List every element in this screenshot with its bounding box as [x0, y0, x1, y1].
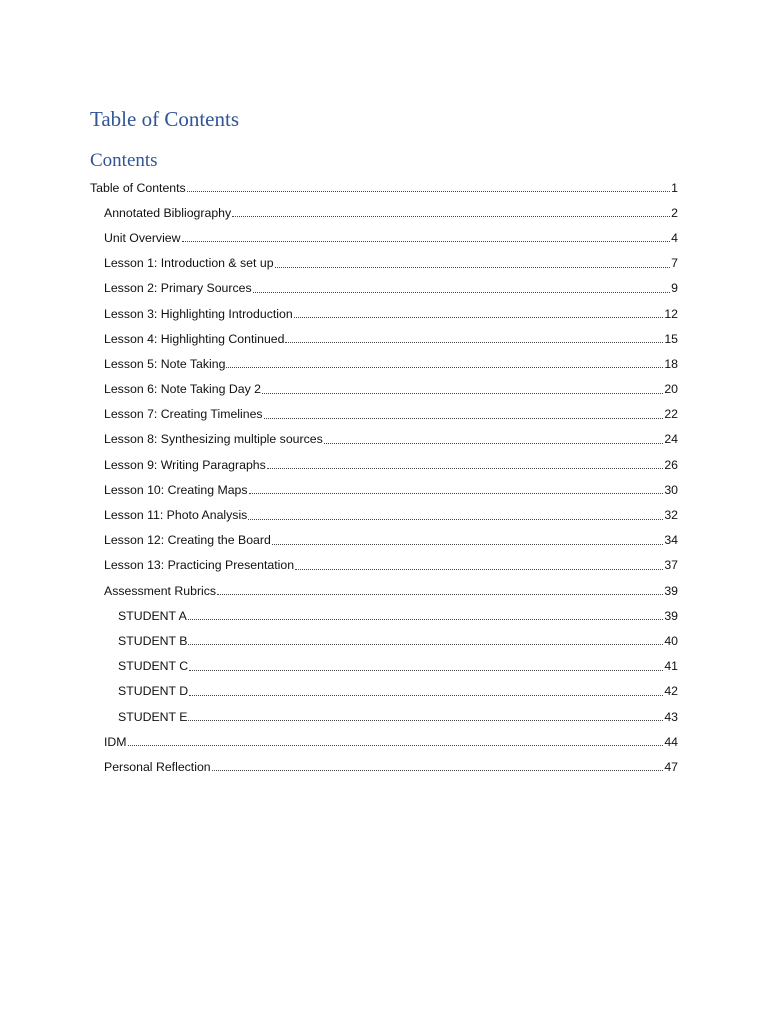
toc-dot-leader [272, 544, 664, 545]
toc-dot-leader [226, 367, 663, 368]
toc-entry-title: STUDENT C [118, 659, 189, 674]
toc-entry-page-number: 2 [671, 205, 678, 220]
toc-dot-leader [189, 695, 663, 696]
toc-entry-page-number: 37 [664, 558, 678, 573]
toc-entry[interactable] [90, 377, 678, 402]
toc-entry[interactable] [90, 326, 678, 351]
toc-entry[interactable] [90, 225, 678, 250]
toc-entry-title: Lesson 4: Highlighting Continued [104, 331, 285, 346]
toc-dot-leader [294, 317, 664, 318]
toc-dot-leader [128, 745, 664, 746]
toc-entry-title: STUDENT E [118, 709, 188, 724]
toc-entry-page-number: 15 [664, 331, 678, 346]
toc-entry-page-number: 43 [664, 709, 678, 724]
toc-entry-page-number: 34 [664, 533, 678, 548]
toc-entry-page-number: 4 [671, 230, 678, 245]
toc-entry-title: Lesson 2: Primary Sources [104, 281, 252, 296]
toc-dot-leader [212, 770, 664, 771]
toc-entry-title: STUDENT D [118, 684, 189, 699]
toc-entry-page-number: 22 [664, 407, 678, 422]
toc-dot-leader [189, 670, 663, 671]
toc-entry-page-number: 18 [664, 356, 678, 371]
toc-entry[interactable] [90, 754, 678, 779]
toc-entry[interactable] [90, 452, 678, 477]
toc-entry-page-number: 40 [664, 633, 678, 648]
toc-entry[interactable] [90, 477, 678, 502]
toc-entry[interactable] [90, 251, 678, 276]
toc-entry-title: Assessment Rubrics [104, 583, 217, 598]
page-title: Table of Contents [90, 107, 239, 131]
toc-dot-leader [232, 216, 670, 217]
table-of-contents [90, 175, 678, 780]
toc-entry[interactable] [90, 654, 678, 679]
toc-entry-page-number: 24 [664, 432, 678, 447]
toc-entry-title: Table of Contents [90, 180, 186, 195]
toc-entry[interactable] [90, 704, 678, 729]
toc-dot-leader [188, 644, 663, 645]
toc-entry[interactable] [90, 175, 678, 200]
toc-entry-title: STUDENT A [118, 608, 187, 623]
toc-dot-leader [249, 493, 664, 494]
toc-entry[interactable] [90, 729, 678, 754]
toc-entry-title: Lesson 9: Writing Paragraphs [104, 457, 266, 472]
toc-entry-page-number: 9 [671, 281, 678, 296]
toc-heading: Contents [90, 150, 158, 171]
toc-entry-page-number: 44 [664, 734, 678, 749]
toc-dot-leader [267, 468, 664, 469]
toc-entry-title: Personal Reflection [104, 759, 211, 774]
toc-dot-leader [262, 393, 663, 394]
toc-entry-title: Lesson 13: Practicing Presentation [104, 558, 295, 573]
toc-entry-title: Lesson 10: Creating Maps [104, 482, 248, 497]
toc-entry-title: Annotated Bibliography [104, 205, 232, 220]
toc-entry-title: Lesson 11: Photo Analysis [104, 508, 248, 523]
toc-entry-page-number: 41 [664, 659, 678, 674]
toc-entry-page-number: 30 [664, 482, 678, 497]
toc-entry-page-number: 47 [664, 759, 678, 774]
toc-dot-leader [187, 191, 670, 192]
toc-dot-leader [275, 267, 671, 268]
toc-entry-page-number: 1 [671, 180, 678, 195]
toc-entry[interactable] [90, 628, 678, 653]
toc-entry[interactable] [90, 301, 678, 326]
toc-dot-leader [253, 292, 671, 293]
toc-entry-page-number: 12 [664, 306, 678, 321]
toc-entry-page-number: 7 [671, 256, 678, 271]
toc-dot-leader [324, 443, 664, 444]
toc-dot-leader [285, 342, 663, 343]
toc-entry[interactable] [90, 402, 678, 427]
toc-entry[interactable] [90, 351, 678, 376]
toc-entry-title: Lesson 7: Creating Timelines [104, 407, 263, 422]
toc-entry-title: STUDENT B [118, 633, 188, 648]
toc-dot-leader [248, 519, 663, 520]
toc-entry-page-number: 39 [664, 608, 678, 623]
toc-entry[interactable] [90, 427, 678, 452]
toc-entry[interactable] [90, 578, 678, 603]
toc-entry-page-number: 32 [664, 508, 678, 523]
toc-dot-leader [188, 720, 663, 721]
toc-dot-leader [264, 418, 664, 419]
toc-dot-leader [295, 569, 663, 570]
toc-entry-title: Lesson 6: Note Taking Day 2 [104, 382, 261, 397]
toc-entry-page-number: 39 [664, 583, 678, 598]
toc-entry-title: Lesson 5: Note Taking [104, 356, 226, 371]
toc-entry-title: Lesson 12: Creating the Board [104, 533, 271, 548]
toc-entry-title: Unit Overview [104, 230, 181, 245]
toc-entry[interactable] [90, 200, 678, 225]
toc-entry-page-number: 26 [664, 457, 678, 472]
toc-entry[interactable] [90, 679, 678, 704]
toc-dot-leader [188, 619, 664, 620]
toc-entry-page-number: 20 [664, 382, 678, 397]
toc-entry-page-number: 42 [664, 684, 678, 699]
toc-entry[interactable] [90, 603, 678, 628]
toc-dot-leader [182, 241, 671, 242]
toc-entry[interactable] [90, 528, 678, 553]
toc-entry[interactable] [90, 276, 678, 301]
toc-entry-title: Lesson 8: Synthesizing multiple sources [104, 432, 323, 447]
toc-dot-leader [217, 594, 663, 595]
toc-entry[interactable] [90, 553, 678, 578]
toc-entry-title: Lesson 3: Highlighting Introduction [104, 306, 293, 321]
toc-entry-title: IDM [104, 734, 127, 749]
toc-entry-title: Lesson 1: Introduction & set up [104, 256, 274, 271]
toc-entry[interactable] [90, 502, 678, 527]
